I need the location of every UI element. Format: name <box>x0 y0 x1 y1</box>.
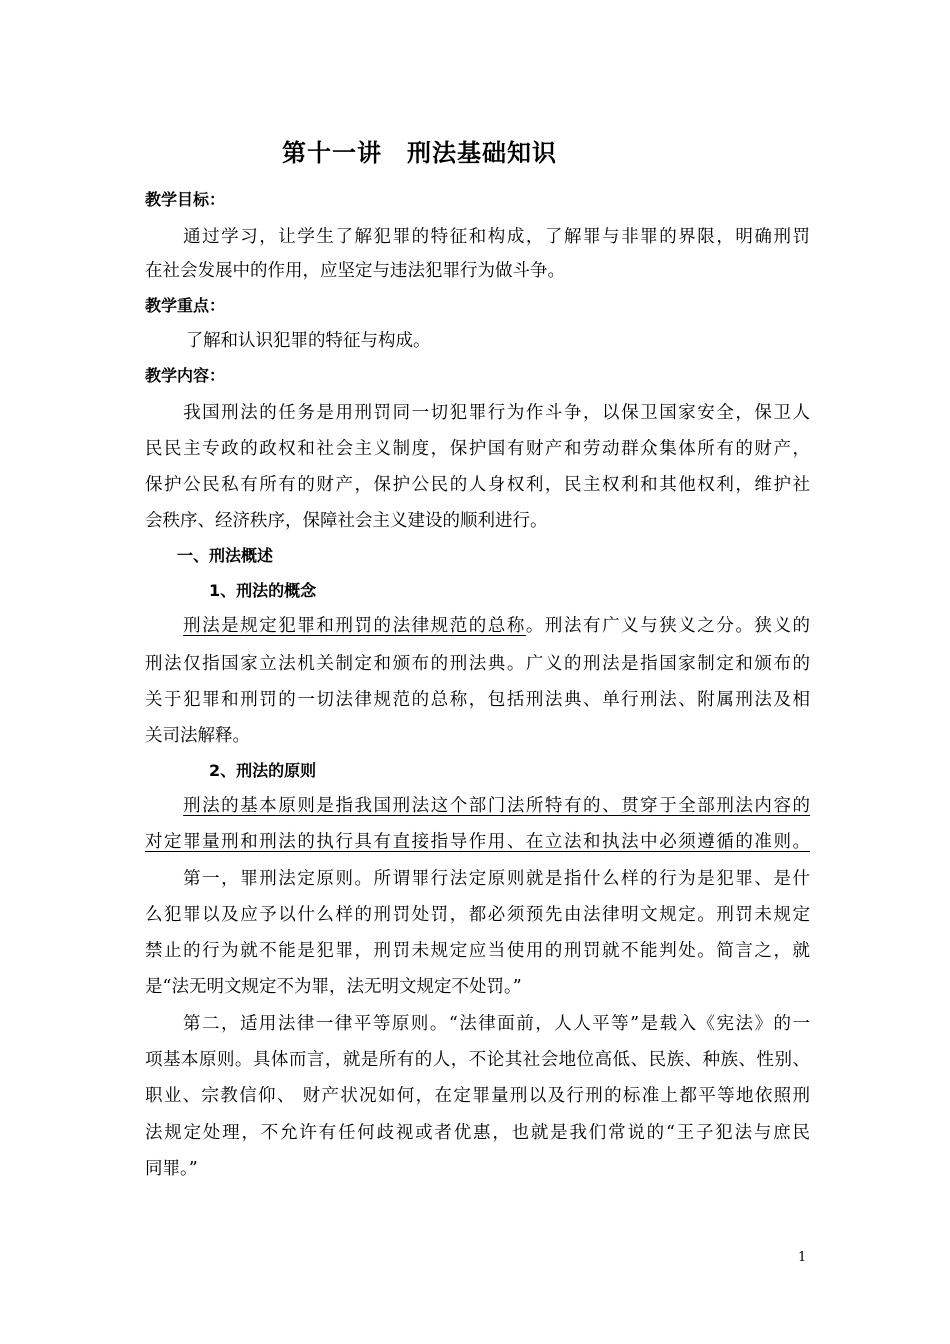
principle1-line-1: 第一，罪刑法定原则。所谓罪行法定原则就是指什么样的行为是犯罪、是什 <box>145 869 810 889</box>
page-title: 第十一讲 刑法基础知识 <box>282 139 557 167</box>
goals-line-2: 在社会发展中的作用，应坚定与违法犯罪行为做斗争。 <box>145 261 565 281</box>
focus-heading: 教学重点： <box>145 296 226 315</box>
definition-line-2: 刑法仅指国家立法机关制定和颁布的刑法典。广义的刑法是指国家制定和颁布的 <box>145 654 810 674</box>
content-line-3: 保护公民私有所有的财产，保护公民的人身权利，民主权利和其他权利，维护社 <box>145 475 810 495</box>
principle2-line-4: 法规定处理，不允许有任何歧视或者优惠，也就是我们常说的“王子犯法与庶民 <box>145 1123 810 1143</box>
principle1-line-2: 么犯罪以及应予以什么样的刑罚处罚，都必须预先由法律明文规定。刑罚未规定 <box>145 905 810 925</box>
content-line-1: 我国刑法的任务是用刑罚同一切犯罪行为作斗争，以保卫国家安全，保卫人 <box>145 403 810 423</box>
principle2-line-3: 职业、宗教信仰、 财产状况如何，在定罪量刑以及行刑的标准上都平等地依照刑 <box>145 1086 810 1106</box>
focus-line-1: 了解和认识犯罪的特征与构成。 <box>145 331 431 351</box>
principle1-line-3: 禁止的行为就不能是犯罪，刑罚未规定应当使用的刑罚就不能判处。简言之，就 <box>145 941 810 961</box>
principle-def-line-1 <box>145 794 810 818</box>
goals-line-1: 通过学习，让学生了解犯罪的特征和构成，了解罪与非罪的界限，明确刑罚 <box>145 227 810 247</box>
principle2-line-2: 项基本原则。具体而言，就是所有的人，不论其社会地位高低、民族、种族、性别、 <box>145 1050 810 1070</box>
section1-heading: 一、刑法概述 <box>145 546 274 565</box>
definition-line-3: 关于犯罪和刑罚的一切法律规范的总称，包括刑法典、单行刑法、附属刑法及相 <box>145 690 810 710</box>
page-number: 1 <box>798 1250 807 1265</box>
principle2-line-1: 第二，适用法律一律平等原则。“法律面前，人人平等”是载入《宪法》的一 <box>145 1014 810 1034</box>
principle-def-underlined-2: 对定罪量刑和刑法的执行具有直接指导作用、在立法和执法中必须遵循的准则。 <box>145 832 810 852</box>
section1-sub1-heading: 1、刑法的概念 <box>145 581 317 600</box>
content-line-4: 会秩序、经济秩序，保障社会主义建设的顺利进行。 <box>145 511 548 531</box>
content-line-2: 民民主专政的政权和社会主义制度，保护国有财产和劳动群众集体所有的财产， <box>145 439 810 459</box>
definition-line-1 <box>145 614 810 638</box>
definition-line-4: 关司法解释。 <box>145 726 250 746</box>
principle-def-line-2 <box>145 830 810 854</box>
principle1-line-4: 是“法无明文规定不为罪，法无明文规定不处罚。” <box>145 977 522 997</box>
principle2-line-5: 同罪。” <box>145 1159 198 1179</box>
content-heading: 教学内容： <box>145 366 226 385</box>
goals-heading: 教学目标： <box>145 190 226 209</box>
principle-def-underlined-1: 刑法的基本原则是指我国刑法这个部门法所特有的、贯穿于全部刑法内容的 <box>183 796 811 816</box>
section1-sub2-heading: 2、刑法的原则 <box>145 761 317 780</box>
definition-rest: 。刑法有广义与狭义之分。狭义的 <box>525 616 811 636</box>
definition-underlined: 刑法是规定犯罪和刑罚的法律规范的总称 <box>183 616 526 636</box>
